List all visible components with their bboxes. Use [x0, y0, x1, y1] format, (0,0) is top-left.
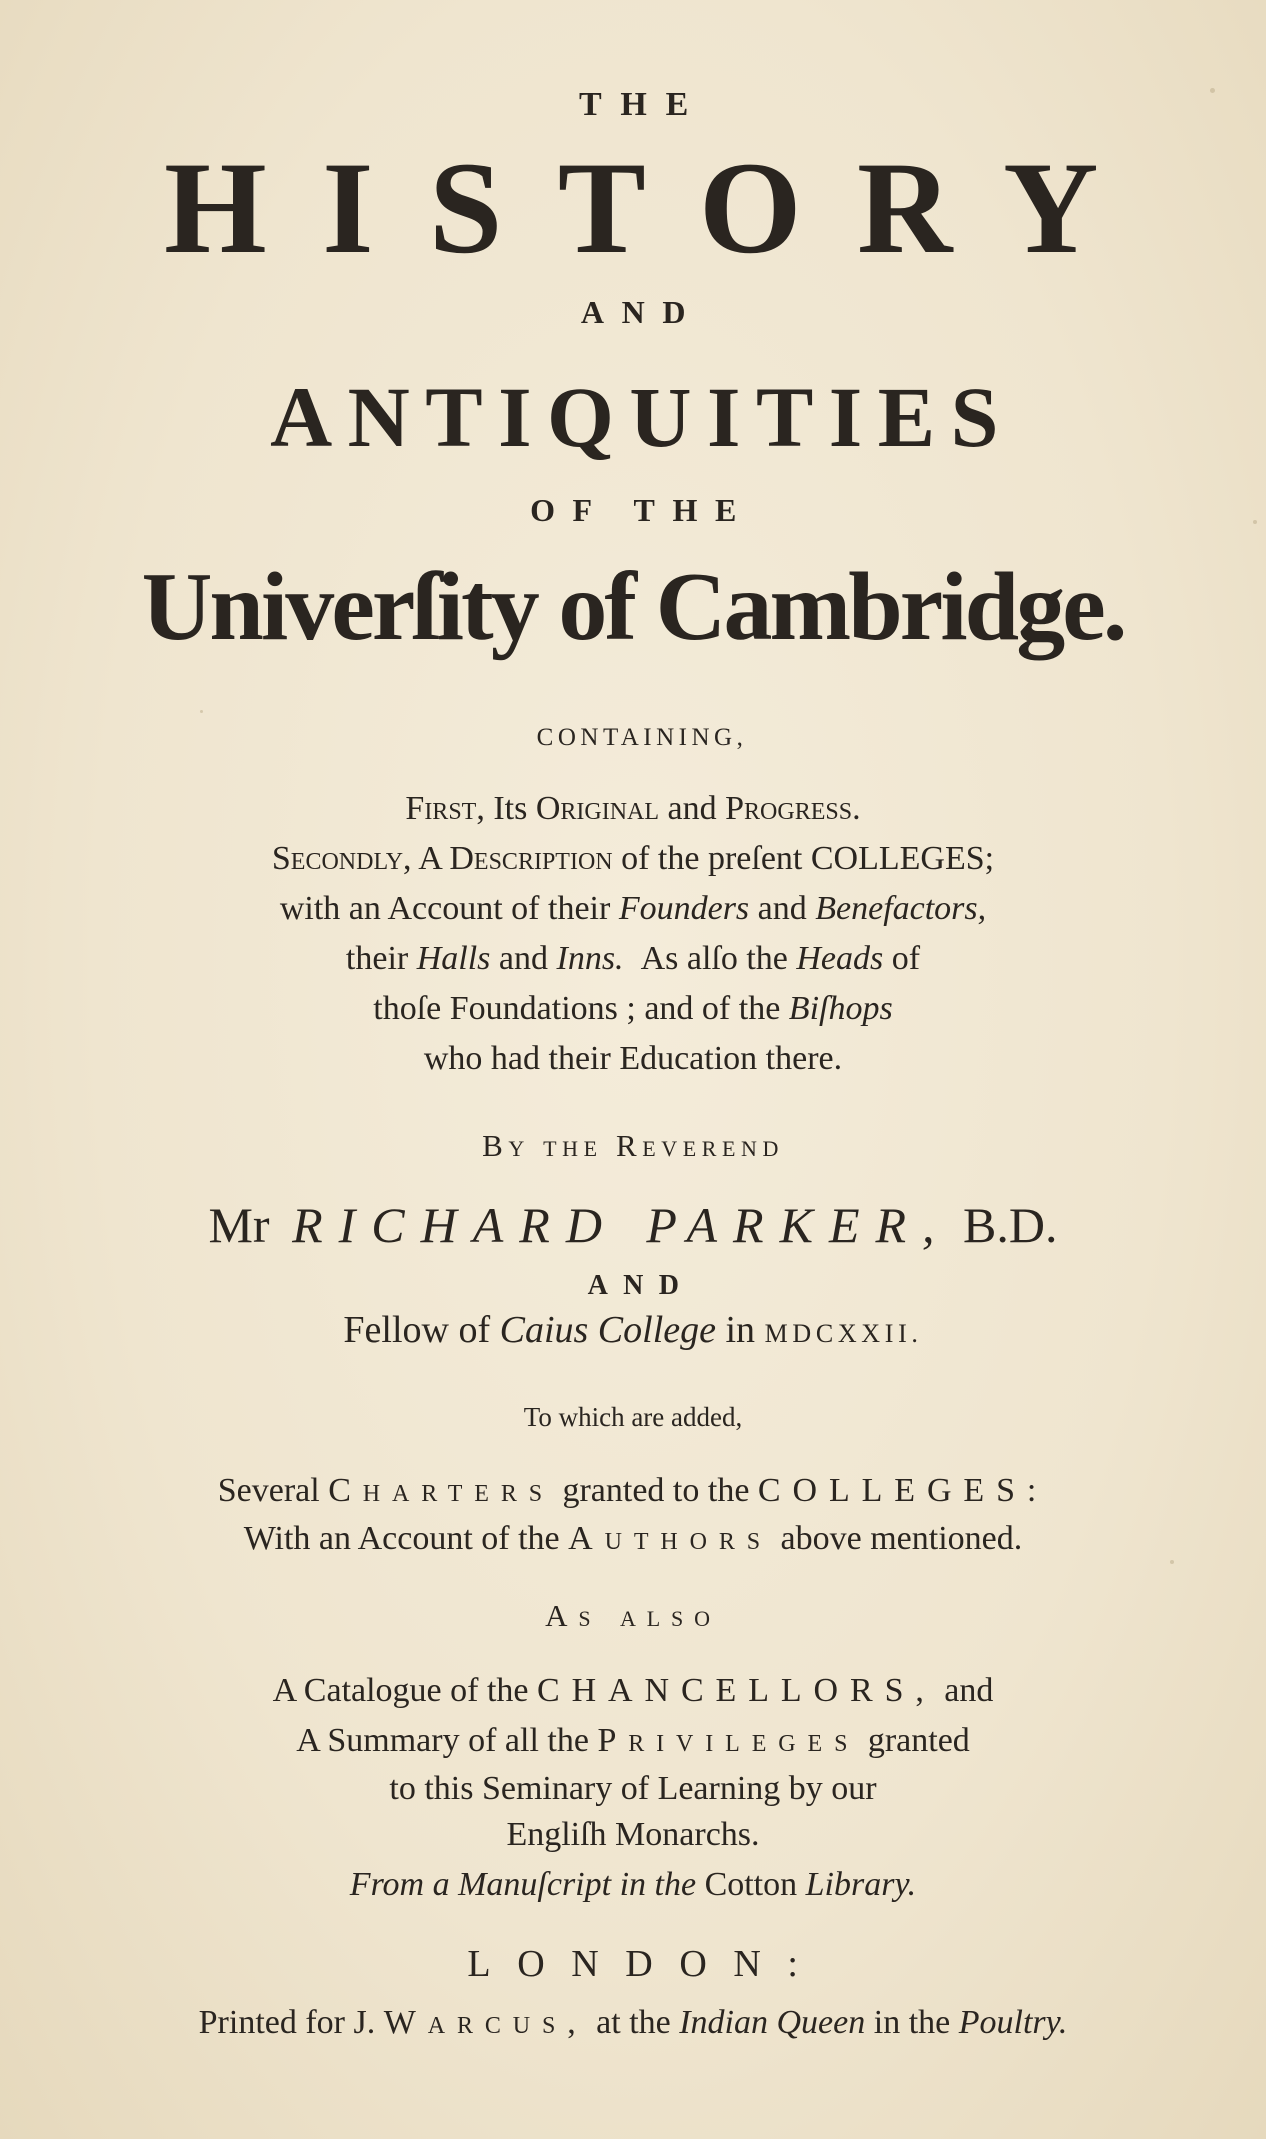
paper-speck	[1170, 1560, 1174, 1564]
additions-from-manuscript	[0, 1866, 1266, 1904]
author-name-line	[0, 1196, 1266, 1254]
printed-indian-queen: Indian Queen	[679, 2004, 866, 2041]
paper-speck	[200, 710, 203, 713]
containing-heading: CONTAINING,	[536, 724, 748, 751]
sum-privileges: Privileges	[597, 1722, 860, 1759]
sum-granted: granted	[867, 1722, 970, 1759]
title-of-the: OF THE	[530, 492, 754, 528]
title-history: HISTORY	[164, 134, 1154, 281]
line4-of: of	[891, 940, 921, 977]
line3-benefactors: Benefactors,	[815, 890, 987, 927]
fellow-in: in	[725, 1309, 756, 1351]
title-university: Univerſity of Cambridge.	[141, 553, 1125, 661]
add1-charters: Charters	[328, 1472, 554, 1509]
additions-seminary: to this Seminary of Learning by our	[389, 1770, 877, 1807]
containing-line6: who had their Education there.	[423, 1040, 843, 1077]
line3-founders: Founders	[618, 890, 750, 927]
second-label: Secondly,	[271, 840, 412, 877]
line5-a: thoſe Foundations ; and of the	[373, 990, 781, 1027]
line4-inns: Inns.	[556, 940, 624, 977]
second-description: Description	[449, 840, 613, 877]
printed-poultry: Poultry.	[958, 2004, 1068, 2041]
first-label: First,	[405, 790, 485, 827]
add2-authors: Authors	[568, 1520, 773, 1557]
author-degree: B.D.	[963, 1197, 1058, 1253]
additions-monarchs: Engliſh Monarchs.	[506, 1816, 760, 1853]
fellow-caius: Caius College	[499, 1309, 716, 1351]
title-antiquities: ANTIQUITIES	[270, 369, 1014, 465]
second-colleges: COLLEGES;	[810, 840, 995, 877]
first-progress: Progress.	[725, 790, 861, 827]
line4-heads: Heads	[796, 940, 884, 977]
line3-and: and	[757, 890, 807, 927]
containing-line3	[0, 890, 1266, 928]
containing-second	[0, 840, 1266, 878]
first-its: Its	[493, 790, 528, 827]
cat-chancellors: CHANCELLORS,	[537, 1672, 936, 1709]
additions-summary	[0, 1722, 1266, 1760]
second-a: A	[418, 840, 441, 877]
line5-bishops: Biſhops	[788, 990, 893, 1027]
containing-line4	[0, 940, 1266, 978]
from-a: From a Manuſcript in the	[349, 1866, 697, 1903]
fellow-year: MDCXXII.	[764, 1319, 923, 1348]
title-the: THE	[579, 86, 707, 123]
first-original: Original	[535, 790, 660, 827]
author-name: RICHARD PARKER,	[292, 1197, 951, 1253]
additions-catalogue	[0, 1672, 1266, 1710]
printed-in-the: in the	[873, 2004, 951, 2041]
author-mr: Mr	[208, 1197, 270, 1253]
printed-warcus: Warcus,	[383, 2004, 588, 2041]
from-cotton: Cotton	[704, 1866, 798, 1903]
sum-a: A Summary of all the	[296, 1722, 589, 1759]
imprint-printed	[0, 2004, 1266, 2042]
containing-first	[0, 790, 1266, 828]
author-fellow	[0, 1308, 1266, 1352]
add1-c: granted to the	[562, 1472, 750, 1509]
additions-line1	[0, 1472, 1266, 1510]
printed-at: at the	[596, 2004, 671, 2041]
line4-as-also: As alſo the	[640, 940, 788, 977]
imprint-london: LONDON:	[467, 1943, 825, 1985]
line3-a: with an Account of their	[279, 890, 611, 927]
add1-colleges: COLLEGES:	[757, 1472, 1049, 1509]
cat-and: and	[944, 1672, 994, 1709]
line4-and: and	[498, 940, 548, 977]
line4-a: their	[345, 940, 409, 977]
add1-a: Several	[217, 1472, 320, 1509]
title-and: AND	[580, 294, 704, 330]
first-and: and	[667, 790, 717, 827]
fellow-a: Fellow of	[343, 1309, 491, 1351]
author-and: AND	[587, 1270, 695, 1301]
additions-to-which: To which are added,	[523, 1402, 743, 1432]
additions-as-also: As also	[545, 1598, 721, 1633]
containing-line5	[0, 990, 1266, 1028]
cat-a: A Catalogue of the	[272, 1672, 529, 1709]
author-by: By the Reverend	[482, 1128, 784, 1163]
printed-a: Printed for J.	[198, 2004, 376, 2041]
second-of: of the preſent	[621, 840, 803, 877]
from-library: Library.	[805, 1866, 917, 1903]
add2-a: With an Account of the	[243, 1520, 560, 1557]
line4-halls: Halls	[416, 940, 491, 977]
additions-line2	[0, 1520, 1266, 1558]
add2-c: above mentioned.	[780, 1520, 1023, 1557]
